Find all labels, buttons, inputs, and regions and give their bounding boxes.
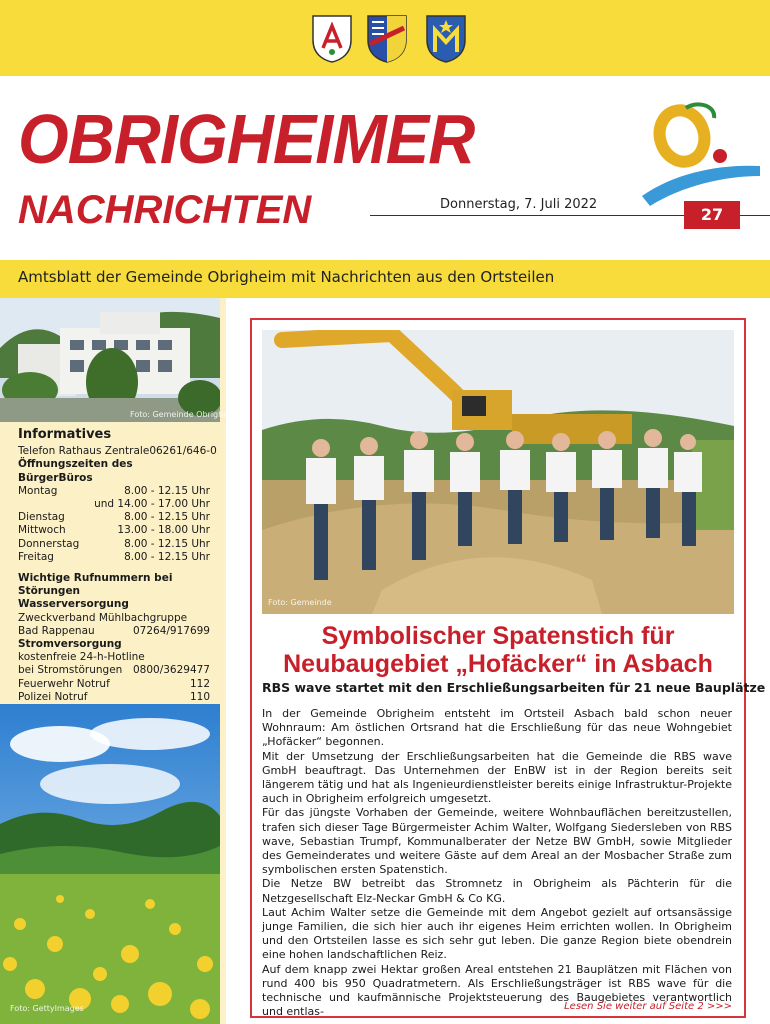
phone-value: 06261/646-0 [149, 445, 217, 458]
hours-day: Donnerstag [18, 537, 80, 550]
county-crest-icon [366, 14, 408, 64]
hours-row [18, 538, 210, 551]
article-paragraph: Für das jüngste Vorhaben der Gemeinde, weitere Wohnbauflächen bereitzustellen, trafen sich dieser Tage Bürgermeister Achim Walter, Wolfgang Siedersleben von RBS wave, Sebastian Trumpf, Kommunalberater der Netze BW GmbH, sowie Mitglieder des Gemeinderates und weitere Gäste auf dem Areal an der Mosbacher Straße zum symbolischen ersten Spatenstich. [262, 806, 732, 877]
continue-link[interactable]: Lesen Sie weiter auf Seite 2 >>> [564, 1001, 732, 1012]
town-hall-photo [0, 298, 220, 422]
photo2-credit: Foto: GettyImages [10, 1004, 84, 1013]
article-body [262, 707, 732, 1019]
main-photo-credit: Foto: Gemeinde [268, 598, 332, 607]
phone-row [18, 445, 217, 458]
power-label: bei Stromstörungen [18, 664, 123, 677]
headline-line-2: Neubaugebiet „Hofäcker“ in Asbach [283, 650, 713, 678]
police-row [18, 691, 210, 704]
article-headline [262, 622, 734, 678]
hours-time: und 14.00 - 17.00 Uhr [94, 498, 210, 511]
hours-row [18, 511, 210, 524]
issue-number-badge: 27 [684, 201, 740, 229]
article-paragraph: Mit der Umsetzung der Erschließungsarbeiten hat die Gemeinde die RBS wave GmbH beauftragt. Das Unternehmen der EnBW ist in der Region bereits seit längerem tätig und hat als Ingenieurdienstleister bereits einige Infrastruktur-Projekte auch in Obrigheim erfolgreich umgesetzt. [262, 749, 732, 806]
hours-row [18, 551, 210, 564]
photo1-credit: Foto: Gemeinde Obrigheim [130, 410, 239, 419]
hours-time: 8.00 - 12.15 Uhr [124, 537, 210, 550]
hours-day: Montag [18, 484, 58, 497]
hours-time: 13.00 - 18.00 Uhr [117, 524, 210, 537]
masthead-subtitle-nachrichten: NACHRICHTEN [18, 188, 312, 232]
article-paragraph: Die Netze BW betreibt das Stromnetz in Obrigheim als Pächterin für die Netzgesellschaft Elz-Neckar GmbH & Co KG. [262, 877, 732, 905]
power-phone: 0800/3629477 [132, 664, 210, 677]
power-hotline: kostenfreie 24-h-Hotline [18, 651, 145, 664]
power-row [18, 664, 210, 677]
masthead-title: OBRIGHEIMER [18, 100, 475, 178]
meadow-photo [0, 704, 220, 1024]
info-heading: Informatives [18, 427, 112, 442]
police-label: Polizei Notruf [18, 690, 88, 703]
water-phone: 07264/917699 [132, 624, 210, 637]
hours-day: Dienstag [18, 511, 65, 524]
fire-row [18, 678, 210, 691]
fire-number: 112 [189, 677, 210, 690]
phone-label: Telefon Rathaus Zentrale [18, 445, 150, 458]
water-row [18, 625, 210, 638]
police-number: 110 [189, 690, 210, 703]
hours-time: 8.00 - 12.15 Uhr [124, 550, 210, 563]
hours-heading: Öffnungszeiten des BürgerBüros [18, 458, 133, 484]
asbach-crest-icon [425, 14, 467, 64]
emergency-heading: Wichtige Rufnummern bei Störungen [18, 572, 173, 598]
water-heading: Wasserversorgung [18, 598, 129, 611]
hours-time: 8.00 - 12.15 Uhr [124, 511, 210, 524]
headline-line-1: Symbolischer Spatenstich für [321, 622, 675, 650]
water-provider: Zweckverband Mühlbachgruppe [18, 611, 188, 624]
fire-label: Feuerwehr Notruf [18, 677, 110, 690]
article-paragraph: In der Gemeinde Obrigheim entsteht im Ortsteil Asbach bald schon neuer Wohnraum: Am östlichen Ortsrand hat die Erschließung für das neue Wohngebiet „Hofäcker“ begonnen. [262, 707, 732, 749]
amtsblatt-subtitle: Amtsblatt der Gemeinde Obrigheim mit Nachrichten aus den Ortsteilen [18, 268, 555, 286]
info-panel [18, 427, 217, 704]
article-paragraph: Laut Achim Walter setze die Gemeinde mit dem Angebot gezielt auf ortsansässige junge Familien, die sich hier auch ihr eigenes Heim errichten wollen. In Obrigheim und den Ortsteilen lasse es sich sehr gut leben. Die ganze Region biete obendrein eine hohen landschaftlichen Reiz. [262, 905, 732, 962]
water-place: Bad Rappenau [18, 624, 95, 637]
article-subheadline: RBS wave startet mit den Erschließungsarbeiten für 21 neue Bauplätze [262, 680, 766, 695]
obrigheim-crest-icon [311, 14, 353, 64]
hours-row [18, 524, 210, 537]
groundbreaking-photo [262, 330, 734, 614]
hours-day: Freitag [18, 550, 54, 563]
obrigheim-logo-icon [636, 102, 762, 212]
hours-time: 8.00 - 12.15 Uhr [124, 484, 210, 497]
issue-date: Donnerstag, 7. Juli 2022 [440, 197, 598, 212]
hours-row [18, 485, 210, 498]
hours-row [18, 498, 210, 511]
power-heading: Stromversorgung [18, 638, 122, 651]
hours-day: Mittwoch [18, 524, 66, 537]
article-paragraph: Auf dem knapp zwei Hektar großen Areal entstehen 21 Bauplätzen mit Flächen von rund 400 bis 950 Quadratmetern. Als Erschließungsträger ist RBS wave für die technische und kaufmännische Projektsteuerung des Baugebietes verantwortlich und entlas- [262, 962, 732, 1019]
